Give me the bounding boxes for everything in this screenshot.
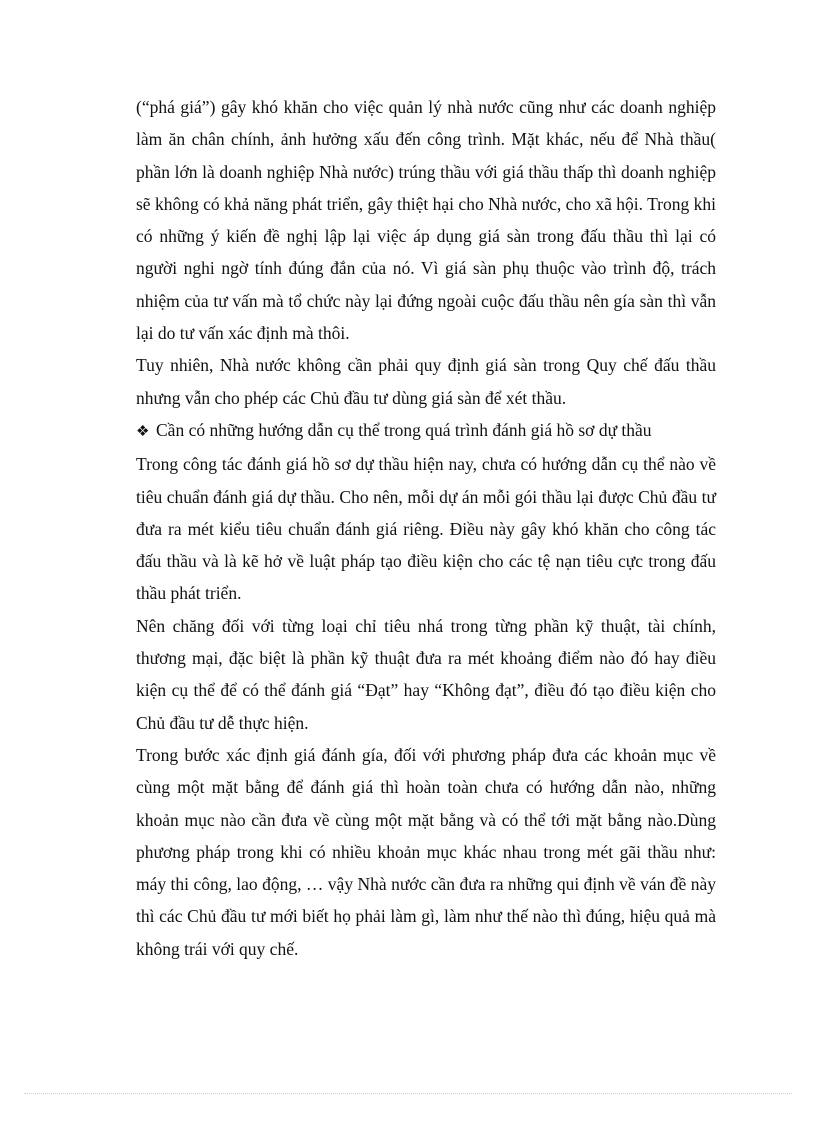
diamond-bullet-icon: ❖: [136, 423, 150, 440]
paragraph-price-dumping: (“phá giá”) gây khó khăn cho việc quản lý nhà nước cũng như các doanh nghiệp làm ăn chân chính, ảnh hưởng xấu đến công trình. Mặt khác, nếu để Nhà thầu( phần lớn là doanh nghiệp Nhà nước) trúng thầu với giá thầu thấp thì doanh nghiệp sẽ không có khả năng phát triển, gây thiệt hại cho Nhà nước, cho xã hội. Trong khi có những ý kiến đề nghị lập lại việc áp dụng giá sàn trong đấu thầu thì lại có người nghi ngờ tính đúng đắn của nó. Vì giá sàn phụ thuộc vào trình độ, trách nhiệm của tư vấn mà tổ chức này lại đứng ngoài cuộc đấu thầu nên gía sàn thì vẫn lại do tư vấn xác định mà thôi.: [136, 97, 716, 344]
paragraph-evaluation-criteria: Trong công tác đánh giá hồ sơ dự thầu hiện nay, chưa có hướng dẫn cụ thể nào về tiêu chuẩn đánh giá dự thầu. Cho nên, mỗi dự án mỗi gói thầu lại được Chủ đầu tư đưa ra mét kiểu tiêu chuẩn đánh giá riêng. Điều này gây khó khăn cho công tác đấu thầu và là kẽ hở về luật pháp tạo điều kiện cho các tệ nạn tiêu cực trong đấu thầu phát triển.: [136, 454, 716, 604]
bullet-heading: [136, 414, 716, 448]
bullet-heading-text: Cần có những hướng dẫn cụ thể trong quá trình đánh giá hồ sơ dự thầu: [156, 419, 652, 440]
page-bottom-divider: [24, 1093, 792, 1094]
document-body: [136, 91, 716, 965]
paragraph-price-determination: Trong bước xác định giá đánh gía, đối với phương pháp đưa các khoản mục về cùng một mặt bằng để đánh giá thì hoàn toàn chưa có hướng dẫn nào, những khoản mục nào cần đưa về cùng một mặt bằng và có thể tới mặt bằng nào.Dùng phương pháp trong khi có nhiều khoản mục khác nhau trong mét gãi thầu như: máy thi công, lao động, … vậy Nhà nước cần đưa ra những qui định về ván đề này thì các Chủ đầu tư mới biết họ phải làm gì, làm như thế nào thì đúng, hiệu quả mà không trái với quy chế.: [136, 744, 716, 959]
paragraph-technical-scoring: Nên chăng đối với từng loại chỉ tiêu nhá trong từng phần kỹ thuật, tài chính, thương mại, đặc biệt là phần kỹ thuật đưa ra mét khoảng điểm nào đó hay điều kiện cụ thể để có thể đánh giá “Đạt” hay “Không đạt”, điều đó tạo điều kiện cho Chủ đầu tư dễ thực hiện.: [136, 615, 716, 733]
paragraph-floor-price: Tuy nhiên, Nhà nước không cần phải quy định giá sàn trong Quy chế đấu thầu nhưng vẫn cho phép các Chủ đầu tư dùng giá sàn để xét thầu.: [136, 355, 716, 408]
